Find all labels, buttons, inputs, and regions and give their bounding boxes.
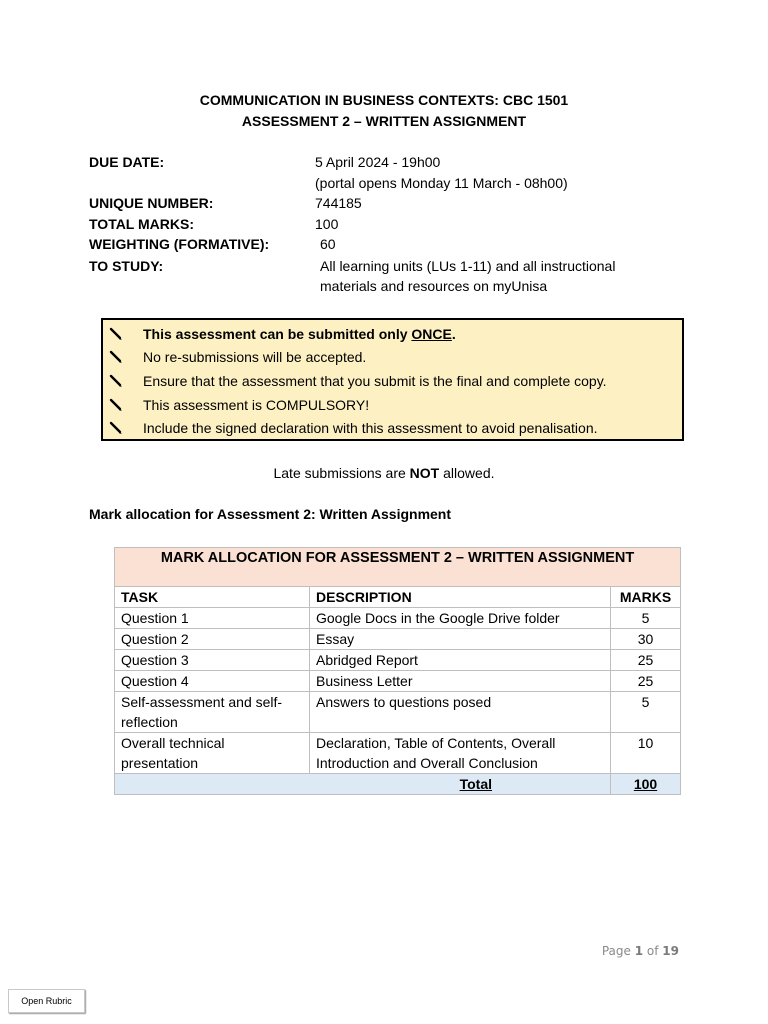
page-total: 19 (662, 944, 679, 958)
total-marks-value: 100 (315, 216, 339, 232)
header-task: TASK (115, 587, 310, 608)
weighting-value: 60 (320, 236, 336, 252)
task-cell: Question 2 (115, 629, 310, 650)
notice-item-final-copy (103, 371, 682, 391)
description-cell: Google Docs in the Google Drive folder (310, 608, 611, 629)
page-of: of (643, 944, 663, 958)
notice-once-suffix: . (451, 326, 456, 342)
description-cell: Abridged Report (310, 650, 611, 671)
notice-text-final-copy: Ensure that the assessment that you submit is the final and complete copy. (143, 373, 607, 389)
header-description: DESCRIPTION (310, 587, 611, 608)
total-value: 100 (611, 774, 681, 795)
pencil-icon (109, 327, 123, 341)
task-cell: Question 3 (115, 650, 310, 671)
table-header-row (115, 587, 681, 608)
pencil-icon (109, 398, 123, 412)
notice-item-declaration (103, 418, 682, 438)
table-row (115, 733, 681, 774)
page-word: Page (601, 944, 635, 958)
table-title-row (115, 548, 681, 587)
open-rubric-button[interactable]: Open Rubric (8, 989, 85, 1013)
mark-allocation-heading: Mark allocation for Assessment 2: Written Assignment (89, 506, 452, 522)
important-notice-box (101, 318, 684, 441)
late-submission-note (0, 465, 768, 481)
marks-cell: 10 (611, 733, 681, 774)
total-marks-label: TOTAL MARKS: (89, 216, 194, 232)
pencil-icon (109, 374, 123, 388)
notice-item-compulsory (103, 395, 682, 415)
document-title-line2: ASSESSMENT 2 – WRITTEN ASSIGNMENT (241, 113, 527, 129)
late-emphasis: NOT (409, 465, 440, 481)
page-current: 1 (634, 944, 644, 958)
unique-number-value: 744185 (315, 195, 362, 211)
table-row (115, 650, 681, 671)
due-date-note: (portal opens Monday 11 March - 08h00) (315, 175, 568, 191)
marks-cell: 5 (611, 692, 681, 733)
table-row (115, 671, 681, 692)
marks-cell: 25 (611, 671, 681, 692)
marks-cell: 30 (611, 629, 681, 650)
mark-allocation-table (114, 547, 681, 795)
notice-once-emphasis: ONCE (411, 326, 452, 342)
description-cell: Essay (310, 629, 611, 650)
total-label: Total (115, 774, 611, 795)
marks-cell: 5 (611, 608, 681, 629)
unique-number-label: UNIQUE NUMBER: (89, 195, 214, 211)
notice-text-once (143, 324, 456, 344)
header-marks: MARKS (611, 587, 681, 608)
description-cell: Answers to questions posed (310, 692, 611, 733)
to-study-line1: All learning units (LUs 1-11) and all instructional (320, 258, 616, 274)
page-number (602, 944, 679, 958)
notice-once-prefix: This assessment can be submitted only (143, 326, 412, 342)
to-study-label: TO STUDY: (89, 258, 164, 274)
notice-text-declaration: Include the signed declaration with this assessment to avoid penalisation. (143, 420, 598, 436)
document-title-line1: COMMUNICATION IN BUSINESS CONTEXTS: CBC 1501 (199, 92, 569, 108)
pencil-icon (109, 350, 123, 364)
table-row (115, 629, 681, 650)
notice-item-once (103, 324, 682, 344)
late-suffix: allowed. (439, 465, 495, 481)
task-cell: Self-assessment and self-reflection (115, 692, 310, 733)
notice-text-no-resubmission: No re-submissions will be accepted. (143, 349, 367, 365)
notice-text-compulsory: This assessment is COMPULSORY! (143, 397, 370, 413)
table-title: MARK ALLOCATION FOR ASSESSMENT 2 – WRITTEN ASSIGNMENT (115, 548, 681, 587)
marks-cell: 25 (611, 650, 681, 671)
task-cell: Overall technical presentation (115, 733, 310, 774)
table-row (115, 608, 681, 629)
due-date-label: DUE DATE: (89, 154, 165, 170)
late-prefix: Late submissions are (273, 465, 410, 481)
notice-item-no-resubmission (103, 347, 682, 367)
description-cell: Declaration, Table of Contents, Overall Introduction and Overall Conclusion (310, 733, 611, 774)
pencil-icon (109, 421, 123, 435)
table-row (115, 692, 681, 733)
weighting-label: WEIGHTING (FORMATIVE): (89, 236, 270, 252)
table-total-row (115, 774, 681, 795)
task-cell: Question 4 (115, 671, 310, 692)
to-study-line2: materials and resources on myUnisa (320, 278, 548, 294)
description-cell: Business Letter (310, 671, 611, 692)
due-date-value: 5 April 2024 - 19h00 (315, 154, 441, 170)
task-cell: Question 1 (115, 608, 310, 629)
